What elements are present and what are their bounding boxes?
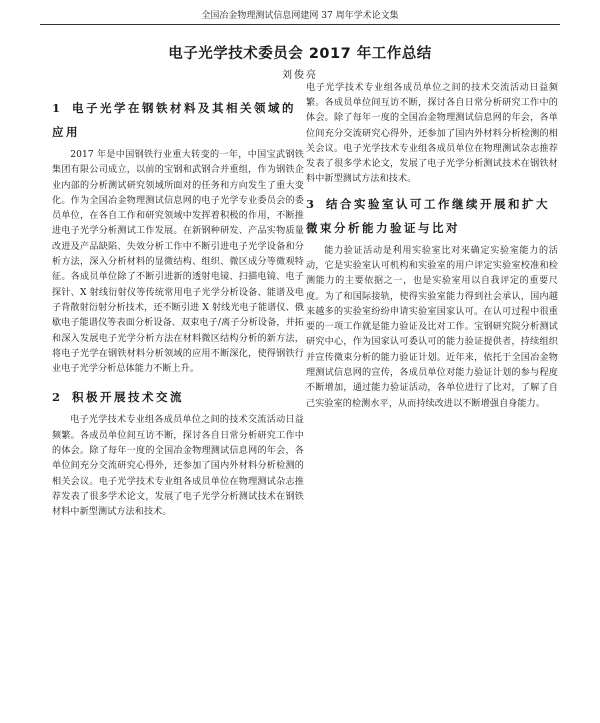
running-header: 全国冶金物理测试信息网建网 37 周年学术论文集	[201, 11, 399, 21]
body-paragraph-continued: 电子光学技术专业组各成员单位之间的技术交流活动日益频繁。各成员单位间互访不断，探讨各自日常分析研究工作中的体会。除了每年一度的全国冶金物理测试信息网的年会，各单位间充分交流研究心得外，还参加了国内外材料分析检测的相关会议。电子光学技术专业组各成员单位在物理测试杂志推荐发表了很多学术论文，发展了电子光学分析测试技术在钢铁材料中新型测试方法和技术。	[306, 82, 558, 185]
section-title: 结合实验室认可工作继续开展和扩大微束分析能力验证与比对	[306, 196, 551, 235]
section-heading	[52, 385, 304, 409]
body-paragraph-start: 电子光学技术专业组各成员单位之间的技术交流活动日益频繁。各成员单位间互访不断，探讨各自日常分析研究工作中的体会。除了每年一度的全国冶金物理测试信息网的年会，各单位间充分交流研究心得外，还参加了国内外材料分析检测的相关会议。电子光学技术专业组各成员单位在物理测试杂志推荐发表了很多学术论文，发展了电子光学分析测试技术在钢铁材料中新型测试方法和技术。	[52, 415, 304, 518]
section-number: 3	[306, 196, 315, 211]
section-title: 电子光学在钢铁材料及其相关领域的应用	[52, 101, 297, 139]
header-rule	[40, 24, 560, 25]
body-paragraph: 能力验证活动是利用实验室比对来确定实验室能力的活动，它是实验室认可机构和实验室的用户评定实验室校准和检测能力的主要依据之一，也是实验室用以自我评定的重要尺度。为了和国际接轨，使得实验室能力得到社会承认，国内越来越多的实验室纷纷申请实验室国家认可。在认可过程中很重要的一项工作就是能力验证及比对工作。宝钢研究院分析测试研究中心，作为国家认可委认可的能力验证提供者，持续组织并宣传微束分析的能力验证计划。近年来，依托于全国冶金物理测试信息网的宣传，各成员单位对能力验证计划的参与程度不断增加，通过能力验证活动，各单位进行了比对，了解了自己实验室的检测水平，从而持续改进以不断增强自身能力。	[306, 245, 558, 409]
page-title: 电子光学技术委员会 2017 年工作总结	[168, 46, 432, 62]
section-number: 2	[52, 390, 61, 405]
body-paragraph: 2017 年是中国钢铁行业重大转变的一年，中国宝武钢铁集团有限公司成立，以前的宝钢和武钢合并重组，作为钢铁企业内部的分析测试研究领域所面对的任务和方向发生了重大变化。作为全国冶金物理测试信息网的电子光学专业委员会的委员单位，在各自工作和研究领域中发挥着积极的作用，不断推进电子光学分析测试工作发展。在新钢种研发、产品实物质量改进及产品缺陷、失效分析工作中不断引进电子光学设备和分析方法，深入分析材料的显微结构、组织、微区成分等微观特征。各成员单位除了不断引进新的透射电镜、扫描电镜、电子探针、X 射线衍射仪等传统常用电子光学分析设备、能谱及电子背散射衍射分析技术，还不断引进 X 射线光电子能谱仪、俄歇电子能谱仪等表面分析设备、双束电子/离子分析设备，并拓和深入发展电子光学分析方法在材料微区结构分析的新方法，将电子光学在钢铁材料分析领域的应用不断深化，使得钢铁行业电子光学分析总体能力不断上升。	[52, 150, 304, 375]
left-column	[52, 96, 304, 518]
author-name: 刘俊亮	[282, 70, 318, 81]
section-heading	[52, 96, 304, 144]
continued-paragraph-window	[306, 81, 558, 185]
section-title: 积极开展技术交流	[72, 390, 185, 405]
section-number: 1	[52, 101, 61, 115]
section-heading	[306, 192, 558, 240]
right-column	[306, 82, 558, 412]
